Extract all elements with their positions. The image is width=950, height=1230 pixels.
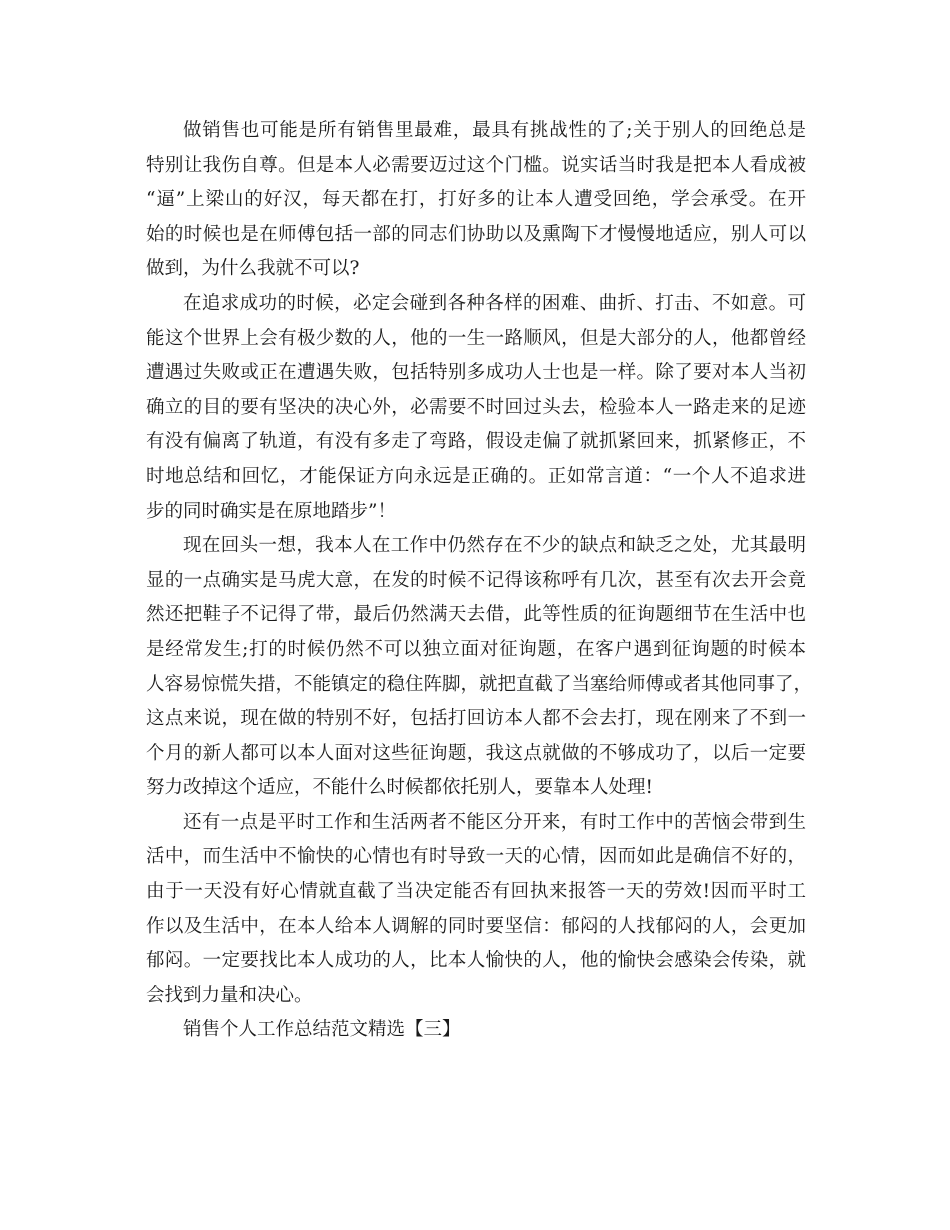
text-line: 然还把鞋子不记得了带，最后仍然满天去借，此等性质的征询题细节在生活中也: [146, 604, 806, 626]
text-line: 现在回头一想，我本人在工作中仍然存在不少的缺点和缺乏之处，尤其最明: [183, 535, 806, 557]
text-line: 遭遇过失败或正在遭遇失败，包括特别多成功人士也是一样。除了要对本人当初: [146, 362, 806, 384]
text-line: 由于一天没有好心情就直截了当决定能否有回执来报答一天的劳效!因而平时工: [146, 881, 806, 903]
text-line: 郁闷。一定要找比本人成功的人，比本人愉快的人，他的愉快会感染会传染，就: [146, 950, 806, 972]
text-line: 个月的新人都可以本人面对这些征询题，我这点就做的不够成功了，以后一定要: [146, 742, 806, 764]
text-line: 时地总结和回忆，才能保证方向永远是正确的。正如常言道：“一个人不追求进: [146, 465, 806, 487]
text-line: 做到，为什么我就不可以?: [146, 258, 360, 280]
text-line: 人容易惊慌失措，不能镇定的稳住阵脚，就把直截了当塞给师傅或者其他同事了，: [146, 673, 813, 695]
text-line: “逼”上梁山的好汉，每天都在打，打好多的让本人遭受回绝，学会承受。在开: [146, 189, 806, 211]
document-body: [146, 114, 813, 1048]
text-line: 始的时候也是在师傅包括一部的同志们协助以及熏陶下才慢慢地适应，别人可以: [146, 223, 806, 245]
text-line: 活中，而生活中不愉快的心情也有时导致一天的心情，因而如此是确信不好的，: [146, 846, 806, 868]
text-line: 在追求成功的时候，必定会碰到各种各样的困难、曲折、打击、不如意。可: [183, 292, 806, 314]
text-line: 这点来说，现在做的特别不好，包括打回访本人都不会去打，现在刚来了不到一: [146, 708, 806, 730]
text-line: 作以及生活中，在本人给本人调解的同时要坚信：郁闷的人找郁闷的人，会更加: [146, 915, 806, 937]
text-line: 步的同时确实是在原地踏步”！: [146, 500, 396, 522]
text-line: 特别让我伤自尊。但是本人必需要迈过这个门槛。说实话当时我是把本人看成被: [146, 154, 806, 176]
text-line: 努力改掉这个适应，不能什么时候都依托别人，要靠本人处理!: [146, 777, 653, 799]
text-line: 有没有偏离了轨道，有没有多走了弯路，假设走偏了就抓紧回来，抓紧修正，不: [146, 431, 806, 453]
text-line: 还有一点是平时工作和生活两者不能区分开来，有时工作中的苦恼会带到生: [183, 811, 806, 833]
text-line: 会找到力量和决心。: [146, 984, 313, 1006]
text-line: 做销售也可能是所有销售里最难，最具有挑战性的了;关于别人的回绝总是: [183, 120, 806, 141]
text-line: 是经常发生;打的时候仍然不可以独立面对征询题，在客户遇到征询题的时候本: [146, 638, 806, 660]
text-line: 显的一点确实是马虎大意，在发的时候不记得该称呼有几次，甚至有次去开会竟: [146, 569, 806, 591]
section-heading: 销售个人工作总结范文精选【三】: [183, 1019, 461, 1041]
text-line: 确立的目的要有坚决的决心外，必需要不时回过头去，检验本人一路走来的足迹: [146, 396, 806, 418]
text-line: 能这个世界上会有极少数的人，他的一生一路顺风，但是大部分的人，他都曾经: [146, 327, 806, 349]
